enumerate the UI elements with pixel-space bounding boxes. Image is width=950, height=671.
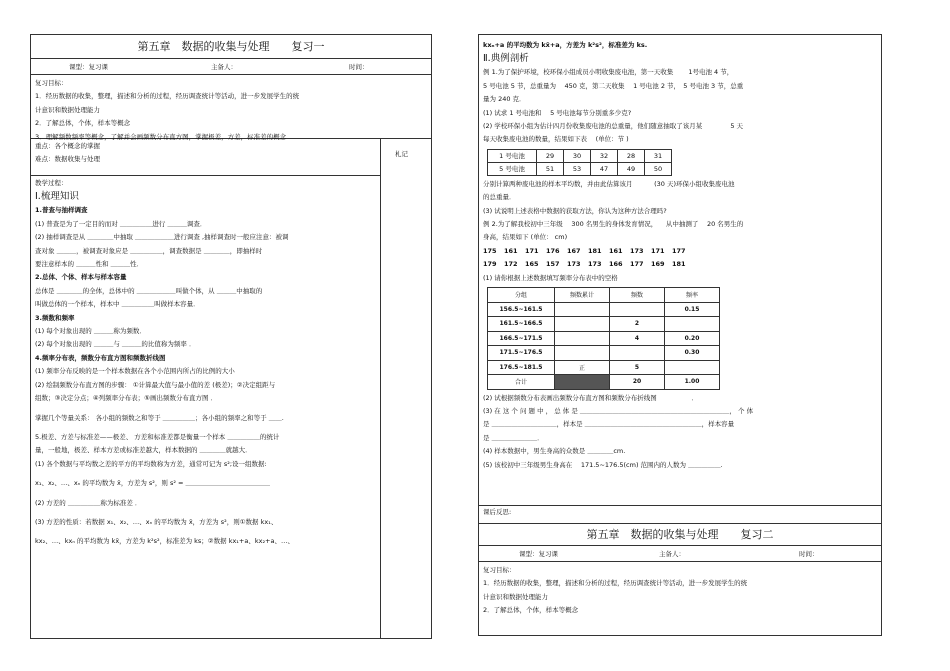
text-line: 5.极差、方差与标准差——极差、 方差和标准差都是衡量一个样本 ＿＿＿＿＿的统计 bbox=[35, 432, 280, 441]
text-line: 2.总体、个体、样本与样本容量 bbox=[35, 273, 127, 282]
table-row: 合计 20 1.00 bbox=[488, 375, 720, 390]
table-row: 171.5~176.5 0.30 bbox=[488, 346, 720, 361]
goals-heading: 复习目标： bbox=[483, 566, 516, 574]
text-line: 组数；③决定分点；④列频率分布表；⑤画出频数分布直方图 ． bbox=[35, 394, 218, 403]
text-line: 4.频率分布表，频数分布直方图和频数折线图 bbox=[35, 353, 166, 362]
table-cell: 31 bbox=[645, 149, 672, 162]
text-line: 例 2.为了解我校初中三年级 300 名男生的身体发育情况， 从中抽测了 20 名男生的 bbox=[483, 220, 744, 229]
lesson-preparer: 主备人： bbox=[211, 63, 237, 71]
heights-row: 175 161 171 176 167 181 161 173 171 177 bbox=[483, 246, 686, 255]
table-cell: 53 bbox=[564, 162, 591, 175]
goal-line: 2．了解总体，个体，样本等概念 bbox=[35, 119, 131, 128]
text-line: 是 ＿＿＿＿＿＿＿． bbox=[483, 433, 544, 442]
knowledge-lines bbox=[31, 204, 380, 548]
lesson-time: 时间： bbox=[349, 63, 369, 71]
text-line: kx₂、…、kxₙ 的平均数为 kx̄，方差为 k²s²，标准差为 ks；②数据 kx₁+a、kx₂+a、…、 bbox=[35, 537, 294, 546]
process bbox=[31, 177, 380, 549]
left-page bbox=[30, 34, 432, 639]
text-line: 每天收集废电池的数量，结果如下表 (单位：节 ) bbox=[483, 135, 629, 144]
text-line: (1) 各个数据与平均数之差的平方的平均数称为方差，通常可记为 s²;设一组数据: bbox=[35, 459, 267, 468]
text-line: (4) 样本数据中，男生身高的众数是 ＿＿＿＿cm. bbox=[483, 447, 626, 456]
goal-line: 2．了解总体，个体，样本等概念 bbox=[483, 606, 579, 615]
text-line: 掌握几个等量关系： 各小组的频数之和等于 ＿＿＿＿＿；各小组的频率之和等于 ＿＿. bbox=[35, 413, 284, 422]
table-row: 166.5~171.5 4 0.20 bbox=[488, 331, 720, 346]
lesson-type: 课型：复习课 bbox=[69, 63, 108, 71]
text-line: (3) 试说明上述表格中数据的获取方法，你认为这种方法合理吗? bbox=[483, 206, 667, 215]
battery-table bbox=[487, 149, 672, 176]
right-page bbox=[478, 34, 882, 636]
table-cell: 49 bbox=[618, 162, 645, 175]
text-line: (2) 抽样调查是从 ＿＿＿＿中抽取 ＿＿＿＿＿＿进行调查 ,抽样调查时一般应注意：被调 bbox=[35, 233, 289, 242]
key-point: 重点：各个概念的掌握 bbox=[35, 142, 100, 150]
text-line: x₁、x₂、…、xₙ 的平均数为 x̄，方差为 s²，则 s² = ＿＿＿＿＿＿＿＿＿＿＿＿＿ bbox=[35, 479, 271, 488]
difficulty: 难点：数据收集与处理 bbox=[35, 155, 100, 164]
goal-line: 计意识和数据处理能力 bbox=[483, 592, 548, 601]
second-lesson bbox=[479, 523, 881, 618]
text-line: 5 号电池 5 节，总重量为 450 克，第二天收集 1 号电池 2 节， 5 号电池 3 节，总重 bbox=[483, 81, 744, 90]
text-line: (2) 试根据频数分布表画出频数分布直方图和频数分布折线图 ． bbox=[483, 393, 698, 402]
table-row: 156.5~161.5 0.15 bbox=[488, 302, 720, 317]
lesson-preparer: 主备人： bbox=[659, 550, 685, 558]
lesson-type: 课型：复习课 bbox=[519, 550, 558, 558]
goal-line: 3．理解频数频率等概念，了解并会画频数分布直方图，掌握极差，方差，标准差的概念 bbox=[35, 132, 287, 141]
text-line: (2) 每个对象出现的 ＿＿＿与 ＿＿＿的比值称为频率 ． bbox=[35, 340, 196, 349]
page-title: 第五章 数据的收集与处理 复习一 bbox=[31, 35, 431, 59]
text-line: (2) 绘制频数分布直方图的步骤： ①计算最大值与最小值的差 (极差)；②决定组距与 bbox=[35, 380, 276, 389]
text-line: (1) 普查是为了一定目的而对 ＿＿＿＿＿进行 ＿＿＿调查． bbox=[35, 219, 207, 228]
right-content bbox=[479, 35, 881, 472]
text-line: (3) 在 这 个 问 题 中 ， 总 体 是 ＿＿＿＿＿＿＿＿＿＿＿＿＿＿＿＿＿＿＿＿＿＿＿， 个 体 bbox=[483, 407, 754, 415]
reflection-label: 课后反思: bbox=[483, 508, 512, 516]
table-cell: 29 bbox=[537, 149, 564, 162]
text-line: 身高，结果如下 (单位： cm) bbox=[483, 233, 568, 242]
goals-heading: 复习目标： bbox=[35, 79, 68, 87]
table-cell: 频数 bbox=[610, 288, 665, 303]
text-line: kxₙ+a 的平均数为 kx̄+a，方差为 k²s²，标准差为 ks. bbox=[483, 41, 648, 49]
goals-block bbox=[31, 75, 431, 139]
table-cell: 28 bbox=[618, 149, 645, 162]
table-cell: 5 号电池 bbox=[488, 162, 537, 175]
frequency-table bbox=[487, 287, 720, 390]
lesson-meta bbox=[31, 59, 431, 75]
section-heading: Ⅱ.典例剖析 bbox=[483, 53, 529, 65]
table-cell: 频率 bbox=[665, 288, 720, 303]
table-row: 161.5~166.5 2 bbox=[488, 317, 720, 332]
text-line: 量为 240 克． bbox=[483, 95, 526, 104]
goal-line: 计意识和数据处理能力 bbox=[35, 105, 100, 114]
lesson-time: 时间： bbox=[799, 550, 819, 558]
table-row: 176.5~181.5 正 5 bbox=[488, 360, 720, 375]
goals2-block bbox=[479, 562, 881, 618]
text-line: 是 ＿＿＿＿＿＿＿＿＿＿，样本是 ＿＿＿＿＿＿＿＿＿＿＿＿＿＿＿＿＿＿，样本容量 bbox=[483, 420, 735, 429]
body-area bbox=[31, 140, 431, 638]
table-cell: 47 bbox=[591, 162, 618, 175]
goal-line: 1．经历数据的收集，整理，描述和分析的过程，经历调查统计等活动，进一步发展学生的统 bbox=[483, 579, 748, 588]
table-cell: 分组 bbox=[488, 288, 555, 303]
text-line: 1.普查与抽样调查 bbox=[35, 206, 88, 215]
text-line: 要注意样本的 ＿＿＿性和 ＿＿＿性． bbox=[35, 260, 144, 269]
table-row bbox=[488, 162, 672, 175]
notes-label: 札记 bbox=[395, 150, 408, 158]
text-line: 分别计算两种废电池的样本平均数，并由此估算该月 (30 天)环保小组收集废电池 bbox=[483, 179, 735, 188]
text-line: (3) 方差的性质：若数据 x₁、x₂、…、xₙ 的平均数为 x̄，方差为 s²，则①数据 kx₁、 bbox=[35, 517, 278, 526]
table-cell: 50 bbox=[645, 162, 672, 175]
text-line: (5) 该校初中三年级男生身高在 171.5~176.5(cm) 范围内的人数为 ＿＿＿＿＿. bbox=[483, 460, 723, 469]
text-line: 3.频数和频率 bbox=[35, 313, 75, 322]
text-line: 量，一般地，极差、样本方差或标准差越大，样本数据的 ＿＿＿＿就越大． bbox=[35, 446, 252, 455]
goal-line: 1．经历数据的收集，整理，描述和分析的过程，经历调查统计等活动，进一步发展学生的统 bbox=[35, 92, 300, 101]
heights-row: 179 172 165 157 173 173 166 177 169 181 bbox=[483, 260, 686, 269]
text-line: 总体是 ＿＿＿＿的全体，总体中的 ＿＿＿＿＿＿叫做个体，从 ＿＿＿中抽取的 bbox=[35, 286, 263, 295]
text-line: (1) 请你根据上述数据填写频率分布表中的空格 bbox=[483, 273, 618, 282]
text-line: 的总重量． bbox=[483, 193, 516, 202]
text-line: 叫做总体的一个样本，样本中 ＿＿＿＿＿叫做样本容量． bbox=[35, 300, 200, 309]
table-row bbox=[488, 149, 672, 162]
text-line: (1) 试求 1 号电池和 5 号电池每节分别重多少克? bbox=[483, 108, 632, 117]
reflection-row bbox=[479, 505, 881, 519]
text-line: (2) 学校环保小组为估计四月份收集废电池的总重量，他们随意抽取了该月某 5 天 bbox=[483, 122, 744, 131]
table-cell: 频数累计 bbox=[555, 288, 610, 303]
text-line: (1) 每个对象出现的 ＿＿＿称为频数． bbox=[35, 327, 146, 336]
text-line: (1) 频率分布反映的是一个样本数据在各个小范围内所占的比例的大小 bbox=[35, 367, 235, 376]
second-meta bbox=[479, 546, 881, 562]
table-cell: 32 bbox=[591, 149, 618, 162]
table-cell: 1 号电池 bbox=[488, 149, 537, 162]
section-heading: Ⅰ.梳理知识 bbox=[35, 191, 79, 203]
text-line: 查对象 ＿＿＿，被调查对象应是 ＿＿＿＿＿，调查数据是 ＿＿＿＿，即抽样时 bbox=[35, 246, 263, 255]
second-title: 第五章 数据的收集与处理 复习二 bbox=[479, 524, 881, 546]
table-cell: 51 bbox=[537, 162, 564, 175]
text-line: (2) 方差的 ＿＿＿＿＿称为标准差 ． bbox=[35, 498, 142, 507]
table-cell: 30 bbox=[564, 149, 591, 162]
text-line: 例 1.为了保护环境，校环保小组成员小明收集废电池，第一天收集 1号电池 4 节， bbox=[483, 68, 734, 77]
table-header bbox=[488, 288, 720, 303]
process-heading: 教学过程： bbox=[35, 179, 68, 187]
